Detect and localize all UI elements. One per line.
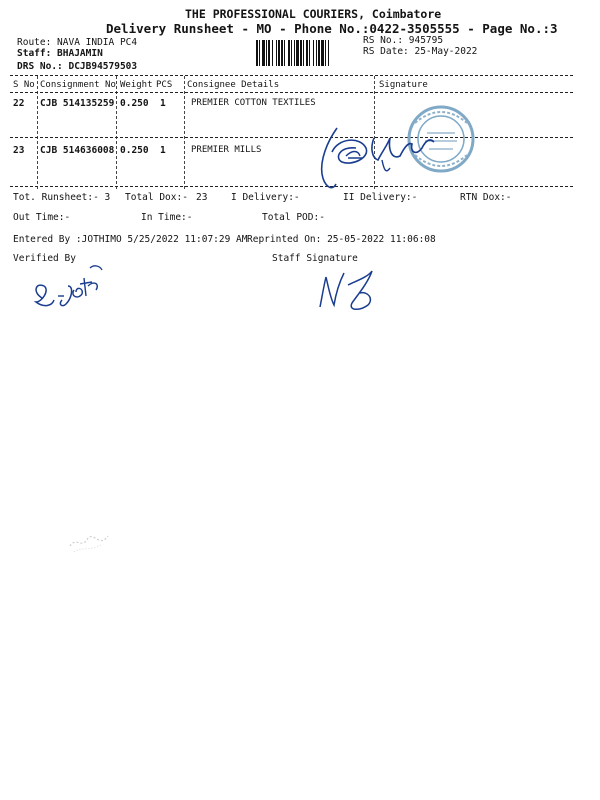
out-time: Out Time:-	[13, 212, 71, 223]
divider	[10, 186, 573, 187]
entered-by: Entered By :JOTHIMO 5/25/2022 11:07:29 AM	[13, 234, 248, 245]
staff: Staff: BHAJAMIN	[17, 48, 103, 59]
col-consignee: Consignee Details	[187, 80, 280, 90]
row-sno: 23	[13, 145, 25, 156]
row-weight: 0.250	[120, 145, 149, 156]
divider	[10, 92, 573, 93]
total-dox-value: 23	[196, 192, 208, 203]
col-pcs: PCS	[156, 80, 173, 90]
i-delivery: I Delivery:-	[231, 192, 300, 203]
divider	[10, 75, 573, 76]
divider	[10, 137, 573, 138]
receiver-signature	[312, 112, 447, 194]
rs-date: RS Date: 25-May-2022	[363, 46, 478, 57]
col-consignment: Consignment No	[40, 80, 116, 90]
row-pcs: 1	[160, 145, 166, 156]
in-time: In Time:-	[141, 212, 193, 223]
col-signature: Signature	[379, 80, 428, 90]
row-sno: 22	[13, 98, 25, 109]
verifier-signature	[28, 256, 108, 318]
row-consignment: CJB 514135259	[40, 98, 115, 109]
total-dox-label: Total Dox:-	[125, 192, 188, 203]
row-consignee: PREMIER COTTON TEXTILES	[191, 98, 316, 108]
col-sno: S No	[13, 80, 35, 90]
reprinted-on: Reprinted On: 25-05-2022 11:06:08	[247, 234, 436, 245]
total-pod: Total POD:-	[262, 212, 325, 223]
rs-number: RS No.: 945795	[363, 35, 444, 46]
row-consignee: PREMIER MILLS	[191, 145, 262, 155]
ii-delivery: II Delivery:-	[343, 192, 418, 203]
company-title: THE PROFESSIONAL COURIERS, Coimbatore	[185, 7, 442, 21]
rtn-dox: RTN Dox:-	[460, 192, 512, 203]
paper-marks	[66, 528, 114, 556]
barcode	[256, 40, 356, 66]
col-weight: Weight	[120, 80, 153, 90]
row-pcs: 1	[160, 98, 166, 109]
route: Route: NAVA INDIA PC4	[17, 37, 138, 48]
row-consignment: CJB 514636008	[40, 145, 115, 156]
runsheet-title: Delivery Runsheet - MO - Phone No.:0422-3505555 - Page No.:3	[106, 21, 558, 36]
staff-signature-label: Staff Signature	[272, 253, 358, 264]
row-weight: 0.250	[120, 98, 149, 109]
tot-runsheet: Tot. Runsheet:- 3	[13, 192, 111, 203]
staff-signature	[312, 263, 382, 315]
drs-number: DRS No.: DCJB94579503	[17, 61, 138, 72]
verified-by-label: Verified By	[13, 253, 76, 264]
